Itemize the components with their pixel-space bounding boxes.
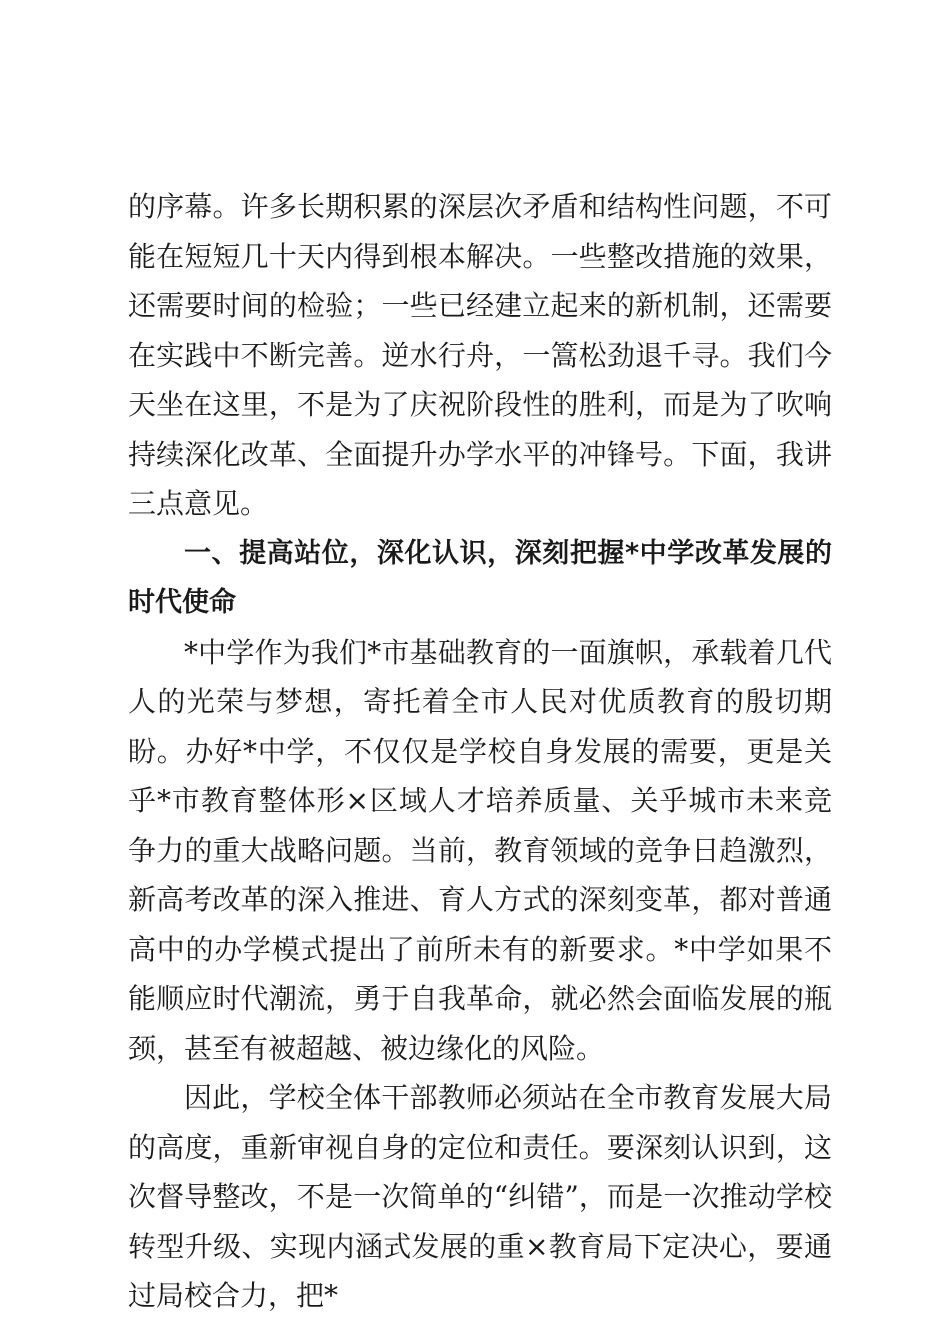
paragraph-continued: 的序幕。许多长期积累的深层次矛盾和结构性问题，不可能在短短几十天内得到根本解决。一些整改措施的效果，还需要时间的检验；一些已经建立起来的新机制，还需要在实践中不断完善。逆水行舟，一篙松劲退千寻。我们今天坐在这里，不是为了庆祝阶段性的胜利，而是为了吹响持续深化改革、全面提升办学水平的冲锋号。下面，我讲三点意见。 [128, 190, 832, 520]
paragraph: 因此，学校全体干部教师必须站在全市教育发展大局的高度，重新审视自身的定位和责任。要深刻认识到，这次督导整改，不是一次简单的“纠错”，而是一次推动学校转型升级、实现内涵式发展的重×教育局下定决心，要通过局校合力，把* [128, 1081, 832, 1312]
section-heading: 一、提高站位，深化认识，深刻把握*中学改革发展的时代使命 [128, 537, 832, 618]
document-body [128, 182, 832, 1321]
paragraph: *中学作为我们*市基础教育的一面旗帜，承载着几代人的光荣与梦想，寄托着全市人民对优质教育的殷切期盼。办好*中学，不仅仅是学校自身发展的需要，更是关乎*市教育整体形×区域人才培养质量、关乎城市未来竞争力的重大战略问题。当前，教育领域的竞争日趋激烈，新高考改革的深入推进、育人方式的深刻变革，都对普通高中的办学模式提出了前所未有的新要求。*中学如果不能顺应时代潮流，勇于自我革命，就必然会面临发展的瓶颈，甚至有被超越、被边缘化的风险。 [128, 635, 832, 1065]
